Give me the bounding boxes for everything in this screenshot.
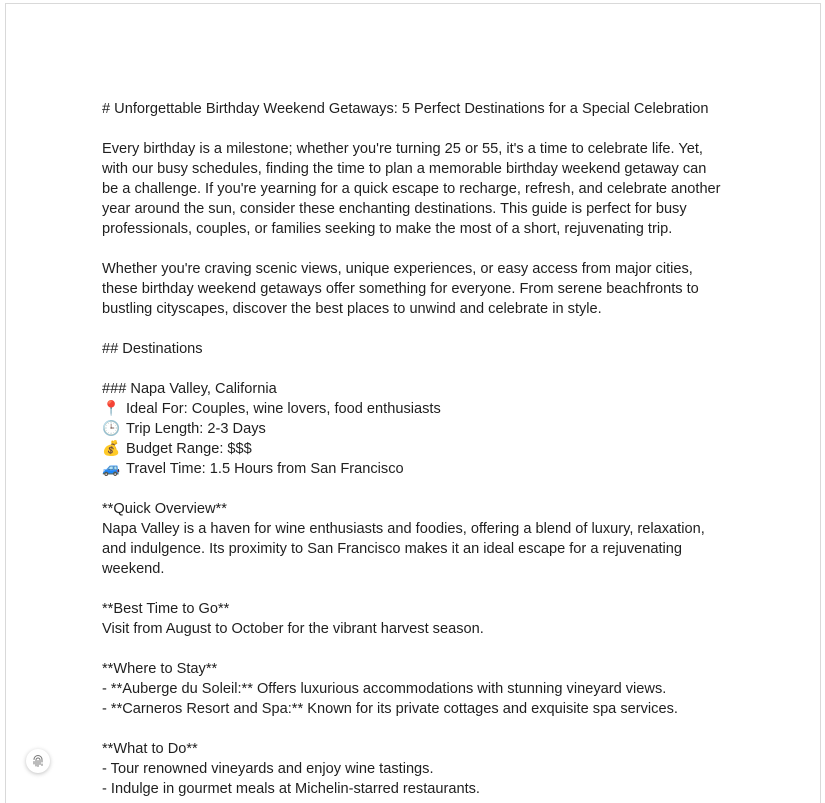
intro2-line: Whether you're craving scenic views, unique experiences, or easy access from major cities, bbox=[102, 261, 693, 277]
fingerprint-icon bbox=[31, 754, 45, 768]
intro-line: year around the sun, consider these enchanting destinations. This guide is perfect for busy bbox=[102, 201, 687, 217]
blank-line bbox=[102, 319, 742, 339]
napa-fact-ideal-for bbox=[102, 399, 742, 419]
intro-line: with our busy schedules, finding the time to plan a memorable birthday weekend getaway can bbox=[102, 161, 707, 177]
blank-line bbox=[102, 719, 742, 739]
blank-line bbox=[102, 359, 742, 379]
fact-text: Ideal For: Couples, wine lovers, food enthusiasts bbox=[126, 401, 441, 417]
blank-line bbox=[102, 119, 742, 139]
fact-text: Trip Length: 2-3 Days bbox=[126, 421, 266, 437]
stay-item: - **Auberge du Soleil:** Offers luxurious accommodations with stunning vineyard views. bbox=[102, 681, 667, 697]
intro-line: be a challenge. If you're yearning for a quick escape to recharge, refresh, and celebrate another bbox=[102, 181, 721, 197]
car-icon: 🚙 bbox=[102, 461, 121, 477]
stay-item: - **Carneros Resort and Spa:** Known for its private cottages and exquisite spa services. bbox=[102, 701, 678, 717]
fact-text: Travel Time: 1.5 Hours from San Francisco bbox=[126, 461, 404, 477]
napa-fact-trip-length bbox=[102, 419, 742, 439]
intro2-line: bustling cityscapes, discover the best places to unwind and celebrate in style. bbox=[102, 301, 602, 317]
blank-line bbox=[102, 579, 742, 599]
do-item: - Tour renowned vineyards and enjoy wine tastings. bbox=[102, 761, 434, 777]
best-time-heading: **Best Time to Go** bbox=[102, 601, 230, 617]
do-item: - Indulge in gourmet meals at Michelin-starred restaurants. bbox=[102, 781, 480, 797]
overview-line: Napa Valley is a haven for wine enthusiasts and foodies, offering a blend of luxury, relaxation, bbox=[102, 521, 705, 537]
document-title: # Unforgettable Birthday Weekend Getaways: 5 Perfect Destinations for a Special Celebration bbox=[102, 101, 709, 117]
fact-text: Budget Range: $$$ bbox=[126, 441, 252, 457]
napa-heading: ### Napa Valley, California bbox=[102, 381, 277, 397]
money-bag-icon: 💰 bbox=[102, 441, 121, 457]
intro-line: professionals, couples, or families seeking to make the most of a short, rejuvenating trip. bbox=[102, 221, 673, 237]
intro2-line: these birthday weekend getaways offer something for everyone. From serene beachfronts to bbox=[102, 281, 699, 297]
overview-heading: **Quick Overview** bbox=[102, 501, 227, 517]
napa-fact-travel-time bbox=[102, 459, 742, 479]
stay-heading: **Where to Stay** bbox=[102, 661, 218, 677]
pin-icon: 📍 bbox=[102, 401, 121, 417]
do-heading: **What to Do** bbox=[102, 741, 198, 757]
intro-line: Every birthday is a milestone; whether you're turning 25 or 55, it's a time to celebrate life. Yet, bbox=[102, 141, 703, 157]
blank-line bbox=[102, 479, 742, 499]
blank-line bbox=[102, 239, 742, 259]
overview-line: weekend. bbox=[102, 561, 165, 577]
blank-line bbox=[102, 639, 742, 659]
fingerprint-button[interactable] bbox=[26, 749, 50, 773]
destinations-heading: ## Destinations bbox=[102, 341, 203, 357]
napa-fact-budget bbox=[102, 439, 742, 459]
overview-line: and indulgence. Its proximity to San Francisco makes it an ideal escape for a rejuvenating bbox=[102, 541, 683, 557]
document-body[interactable] bbox=[102, 99, 742, 799]
clock-icon: 🕒 bbox=[102, 421, 121, 437]
best-time-text: Visit from August to October for the vibrant harvest season. bbox=[102, 621, 484, 637]
document-page bbox=[5, 3, 821, 803]
